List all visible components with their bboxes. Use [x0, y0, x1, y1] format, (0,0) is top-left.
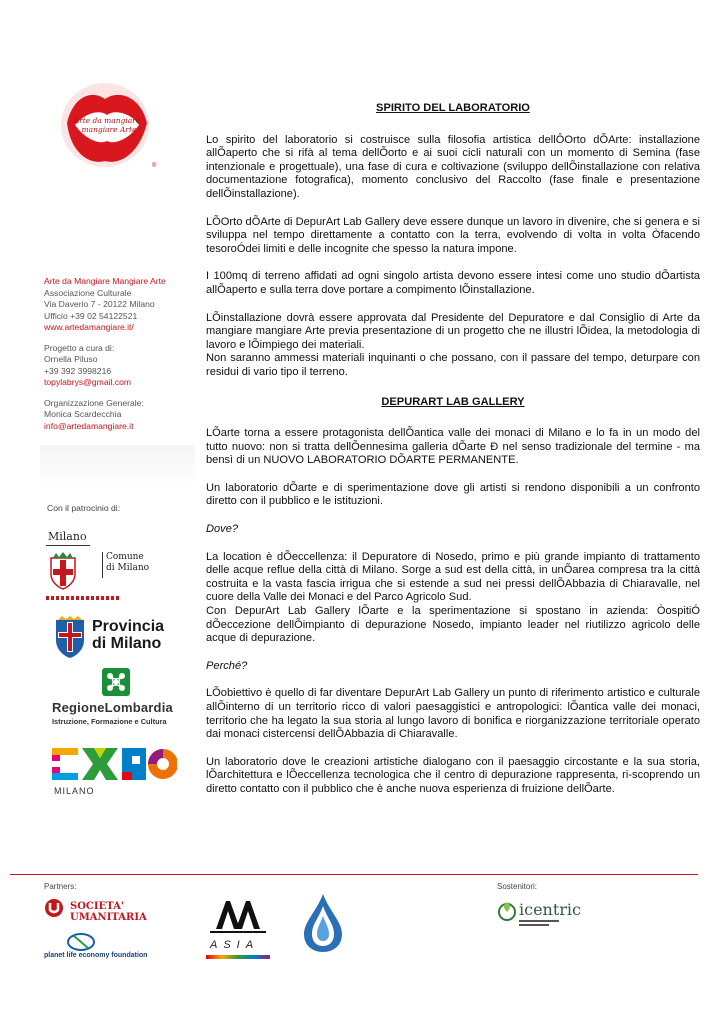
milano-title: Milano [48, 530, 87, 543]
org-phone: Ufficio +39 02 54122521 [44, 310, 138, 321]
expo-city: MILANO [54, 786, 95, 796]
planet-label: planet life economy foundation [44, 952, 148, 959]
expo-milano-logo [52, 746, 182, 802]
org-name: Arte da Mangiare Mangiare Arte [44, 276, 166, 286]
general-label: Organizzazione Generale: [44, 397, 144, 408]
comune-crest-icon [48, 552, 78, 590]
provincia-milano-logo [54, 616, 184, 660]
asia-logo [200, 895, 280, 965]
water-drop-icon [300, 892, 346, 954]
comune-line1: Comune [106, 552, 144, 562]
question-dove: Dove? [206, 523, 239, 536]
societa-label: SOCIETA' UMANITARIA [70, 901, 147, 923]
paragraph-8: LÕobiettivo è quello di far diventare DepurArt Lab Gallery un punto di riferimento artistico e culturale allÕinterno di un territorio ricco di valori paesaggistici e antropologici: lÕantica valle dei monaci, territorio che ha legato la sua storia al lungo lavoro di bonifica e riorganizzazione territoriale operato dai monaci cistercensi dellÕAbbazia di Chiaravalle. [206, 687, 700, 741]
paragraph-1: Lo spirito del laboratorio si costruisce sulla filosofia artistica dellÔOrto dÕArte: installazione allÕaperto che si rifà al tema dellÕorto e ai suoi cicli naturali con un momento di Semina (fase intenzionale e progettuale), una fase di cura e coltivazione (sviluppo dellÕinstallazione con relativa documentazione fotografica), momento conclusivo del Raccolto (fase finale e presentazione dellÕinstallazione). [206, 133, 700, 200]
aa-emblem-icon [200, 895, 280, 935]
project-person: Ornella Piluso [44, 354, 98, 364]
provincia-line2: di Milano [92, 635, 162, 652]
paragraph-4b: Non saranno ammessi materiali inquinanti o che possano, con il passare del tempo, deturpare con residui di vario tipo il terreno. [206, 352, 700, 378]
svg-text:®: ® [152, 163, 157, 169]
planet-globe-icon [66, 932, 96, 952]
umanitaria-emblem-icon [44, 898, 64, 918]
project-phone: +39 392 3998216 [44, 365, 112, 376]
icentric-label: icentric [519, 900, 582, 919]
rosa-camuna-icon [102, 668, 130, 696]
general-email-link[interactable]: info@artedamangiare.it [44, 420, 134, 431]
org-type: Associazione Culturale [44, 287, 132, 298]
logo-line2: mangiare Arte [81, 125, 137, 134]
general-person: Monica Scardecchia [44, 409, 122, 419]
paragraph-4a: LÕinstallazione dovrà essere approvata dal Presidente del Depuratore e dal Consiglio di Arte da mangiare mangiare Arte previa presentazione di un progetto che ne illustri lÕidea, la metodologia di lavoro e lÕimpiego dei materiali. [206, 311, 700, 351]
icentric-leaf-icon [497, 900, 517, 922]
water-drop-logo [300, 892, 346, 954]
project-label: Progetto a cura di: [44, 342, 115, 353]
expo-logo-icon [52, 746, 177, 782]
paragraph-2: LÕOrto dÕArte di DepurArt Lab Gallery deve essere dunque un lavoro in divenire, che si genera e si sviluppa nel tempo direttamente a contatto con la terra, evolvendo di volta in volta Òfacendo tesoroÓdei limiti e delle incognite che spesso la natura impone. [206, 215, 700, 255]
association-logo [55, 75, 165, 175]
provincia-line1: Provincia [92, 618, 165, 635]
organization-info [44, 276, 194, 432]
project-email-link[interactable]: topylabrys@gmail.com [44, 377, 132, 387]
societa-umanitaria-logo [44, 898, 194, 923]
regione-title: RegioneLombardia [52, 700, 173, 715]
org-address: Via Daverio 7 - 20122 Milano [44, 299, 155, 309]
paragraph-7b: Con DepurArt Lab Gallery lÕarte e la sperimentazione si spostano in azienda: ÒospitiÓ dÕeccezione dellÕimpianto di depurazione Nosedo, impianto leader nel riutilizzo agricolo delle acque di depurazione. [206, 605, 700, 645]
asia-label: ASIA [210, 939, 260, 951]
paragraph-3: I 100mq di terreno affidati ad ogni singolo artista devono essere intesi come uno studio dÕartista allÕaperto e sulla terra dove portare a compimento lÕinstallazione. [206, 270, 700, 296]
sidebar-divider [40, 445, 195, 485]
paragraph-9: Un laboratorio dove le creazioni artistiche dialogano con il paesaggio circostante e la sua storia, lÕarchitettura e lÕeccellenza tecnologica che il centro di depurazione rappresenta, ri-scoprendo un diretto contatto con il pubblico che è anche nuova esperienza di fruizione dellÕarte. [206, 755, 700, 795]
sostenitori-label: Sostenitori: [497, 882, 538, 891]
comune-milano-logo [44, 530, 154, 610]
patronage-label: Con il patrocinio di: [47, 503, 121, 513]
regione-lombardia-logo [52, 668, 192, 730]
heading-spirito: SPIRITO DEL LABORATORIO [376, 102, 530, 114]
comune-line2: di Milano [106, 563, 150, 573]
paragraph-7a: La location è dÕeccellenza: il Depuratore di Nosedo, primo e più grande impianto di trattamento delle acque reflue della città di Milano. Sorge a sud est della città, in unÕarea compresa tra la città costruita e la vasta fascia irrigua che si estende a sud nei pressi dellÕAbbazia di Chiaravalle, nel cuore della Valle dei Monaci e del Parco Agricolo Sud. [206, 550, 700, 604]
org-website-link[interactable]: www.artedamangiare.it/ [44, 322, 134, 332]
footer-divider [10, 874, 698, 875]
logo-line1: Arte da mangiare [73, 116, 141, 125]
heading-depurart: DEPURART LAB GALLERY [381, 395, 525, 408]
partners-label: Partners: [44, 882, 77, 891]
provincia-crest-icon [54, 616, 86, 658]
icentric-logo [497, 900, 607, 930]
question-perche: Perché? [206, 659, 248, 672]
paragraph-5: LÕarte torna a essere protagonista dellÕantica valle dei monaci di Milano e lo fa in un modo del tutto nuovo: non si tratta dellÕennesima galleria dÕarte Ð nel senso tradizionale del termine - ma bensì di un NUOVO LABORATORIO DÕARTE PERMANENTE. [206, 427, 700, 467]
regione-sub: Istruzione, Formazione e Cultura [52, 717, 167, 726]
planet-life-logo [44, 932, 194, 962]
paragraph-6: Un laboratorio dÕarte e di sperimentazione dove gli artisti si rendono disponibili a un confronto diretto con il pubblico e le istituzioni. [206, 481, 700, 508]
main-content [206, 102, 700, 811]
